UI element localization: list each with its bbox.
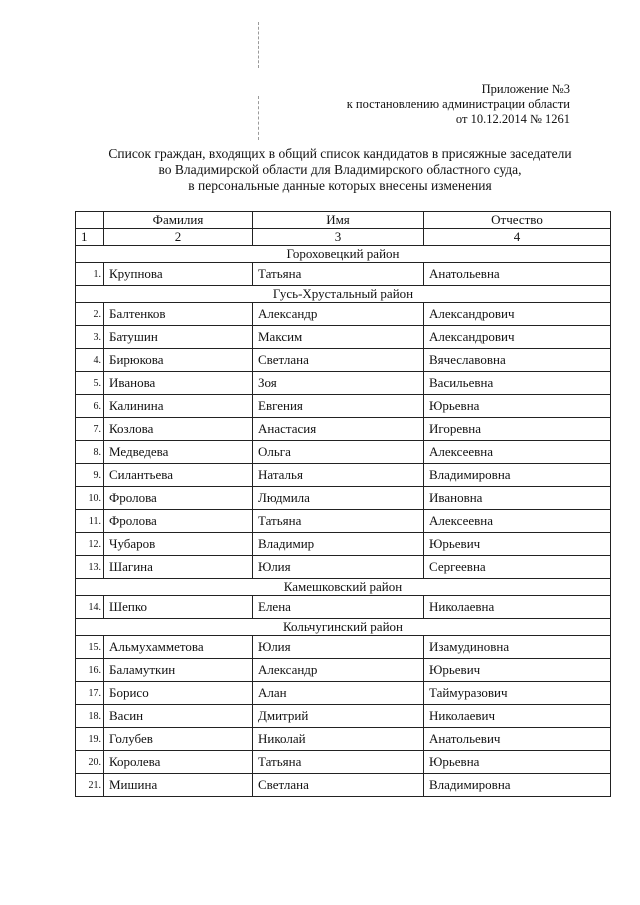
district-name: Кольчугинский район [76,619,611,636]
cell-name: Зоя [253,372,424,395]
appendix-date: от 10.12.2014 № 1261 [455,112,570,126]
cell-patronymic: Изамудиновна [424,636,611,659]
cell-patronymic: Ивановна [424,487,611,510]
cell-num: 20. [76,751,104,774]
cell-name: Елена [253,596,424,619]
column-index: 1 [76,229,104,246]
table-row [76,682,611,705]
cell-name: Светлана [253,774,424,797]
cell-surname: Бирюкова [104,349,253,372]
cell-patronymic: Таймуразович [424,682,611,705]
column-index: 2 [104,229,253,246]
cell-name: Юлия [253,636,424,659]
cell-name: Алан [253,682,424,705]
cell-surname: Фролова [104,510,253,533]
table-row [76,596,611,619]
table-body [76,246,611,797]
cell-name: Владимир [253,533,424,556]
cell-patronymic: Сергеевна [424,556,611,579]
cell-patronymic: Алексеевна [424,510,611,533]
cell-name: Евгения [253,395,424,418]
cell-name: Юлия [253,556,424,579]
table-row [76,487,611,510]
cell-patronymic: Алексеевна [424,441,611,464]
cell-name: Максим [253,326,424,349]
table-row [76,418,611,441]
cell-patronymic: Александрович [424,303,611,326]
cell-surname: Крупнова [104,263,253,286]
title-line-1: Список граждан, входящих в общий список кандидатов в присяжные заседатели [108,146,572,161]
jurors-table [75,211,611,797]
cell-patronymic: Николаевна [424,596,611,619]
column-index: 3 [253,229,424,246]
cell-name: Людмила [253,487,424,510]
cell-name: Татьяна [253,751,424,774]
district-name: Гусь-Хрустальный район [76,286,611,303]
cell-patronymic: Игоревна [424,418,611,441]
cell-name: Дмитрий [253,705,424,728]
cell-patronymic: Анатольевна [424,263,611,286]
table-row [76,659,611,682]
column-index: 4 [424,229,611,246]
district-name: Гороховецкий район [76,246,611,263]
cell-name: Ольга [253,441,424,464]
cell-patronymic: Александрович [424,326,611,349]
district-row [76,246,611,263]
table-row [76,728,611,751]
table-row [76,705,611,728]
district-row [76,286,611,303]
table-row [76,441,611,464]
cell-num: 3. [76,326,104,349]
cell-patronymic: Юрьевич [424,659,611,682]
cell-patronymic: Вячеславовна [424,349,611,372]
cell-surname: Баламуткин [104,659,253,682]
cell-patronymic: Анатольевич [424,728,611,751]
cell-num: 16. [76,659,104,682]
title-line-2: во Владимирской области для Владимирского областного суда, [158,162,522,177]
table-row [76,751,611,774]
cell-patronymic: Николаевич [424,705,611,728]
table-row [76,349,611,372]
cell-surname: Васин [104,705,253,728]
table-row [76,326,611,349]
cell-num: 18. [76,705,104,728]
table-row [76,510,611,533]
cell-num: 6. [76,395,104,418]
cell-num: 14. [76,596,104,619]
cell-name: Татьяна [253,263,424,286]
cell-num: 9. [76,464,104,487]
cell-surname: Калинина [104,395,253,418]
header-number [76,212,104,229]
cell-num: 8. [76,441,104,464]
cell-surname: Батушин [104,326,253,349]
cell-patronymic: Юрьевна [424,751,611,774]
cell-name: Александр [253,659,424,682]
table-row [76,464,611,487]
cell-num: 13. [76,556,104,579]
cell-surname: Чубаров [104,533,253,556]
cell-surname: Мишина [104,774,253,797]
cell-num: 15. [76,636,104,659]
header-patronymic: Отчество [424,212,611,229]
cell-surname: Медведева [104,441,253,464]
cell-surname: Силантьева [104,464,253,487]
cell-patronymic: Владимировна [424,464,611,487]
cell-num: 11. [76,510,104,533]
scan-fold-mark-middle [258,96,259,140]
cell-patronymic: Юрьевна [424,395,611,418]
cell-patronymic: Владимировна [424,774,611,797]
cell-num: 19. [76,728,104,751]
cell-name: Наталья [253,464,424,487]
table-row [76,774,611,797]
district-row [76,579,611,596]
table-row [76,556,611,579]
cell-patronymic: Васильевна [424,372,611,395]
cell-patronymic: Юрьевич [424,533,611,556]
cell-num: 2. [76,303,104,326]
document-title [40,146,640,194]
cell-num: 5. [76,372,104,395]
cell-name: Татьяна [253,510,424,533]
cell-surname: Борисо [104,682,253,705]
table-header-row [76,212,611,229]
cell-surname: Голубев [104,728,253,751]
title-line-3: в персональные данные которых внесены изменения [188,178,492,193]
appendix-number: Приложение №3 [481,82,570,96]
cell-surname: Альмухамметова [104,636,253,659]
district-row [76,619,611,636]
cell-num: 21. [76,774,104,797]
cell-surname: Шепко [104,596,253,619]
table-row [76,372,611,395]
cell-surname: Фролова [104,487,253,510]
cell-num: 17. [76,682,104,705]
header-surname: Фамилия [104,212,253,229]
cell-num: 1. [76,263,104,286]
column-index-row [76,229,611,246]
header-name: Имя [253,212,424,229]
table-row [76,395,611,418]
cell-name: Анастасия [253,418,424,441]
cell-name: Александр [253,303,424,326]
cell-surname: Балтенков [104,303,253,326]
district-name: Камешковский район [76,579,611,596]
appendix-reference: к постановлению администрации области [346,97,570,111]
table-row [76,303,611,326]
table-row [76,263,611,286]
cell-num: 12. [76,533,104,556]
cell-surname: Королева [104,751,253,774]
appendix-header [300,82,570,127]
cell-num: 7. [76,418,104,441]
cell-surname: Козлова [104,418,253,441]
cell-name: Светлана [253,349,424,372]
cell-surname: Иванова [104,372,253,395]
cell-surname: Шагина [104,556,253,579]
cell-name: Николай [253,728,424,751]
cell-num: 10. [76,487,104,510]
cell-num: 4. [76,349,104,372]
table-row [76,636,611,659]
scan-fold-mark-top [258,22,259,68]
table-row [76,533,611,556]
